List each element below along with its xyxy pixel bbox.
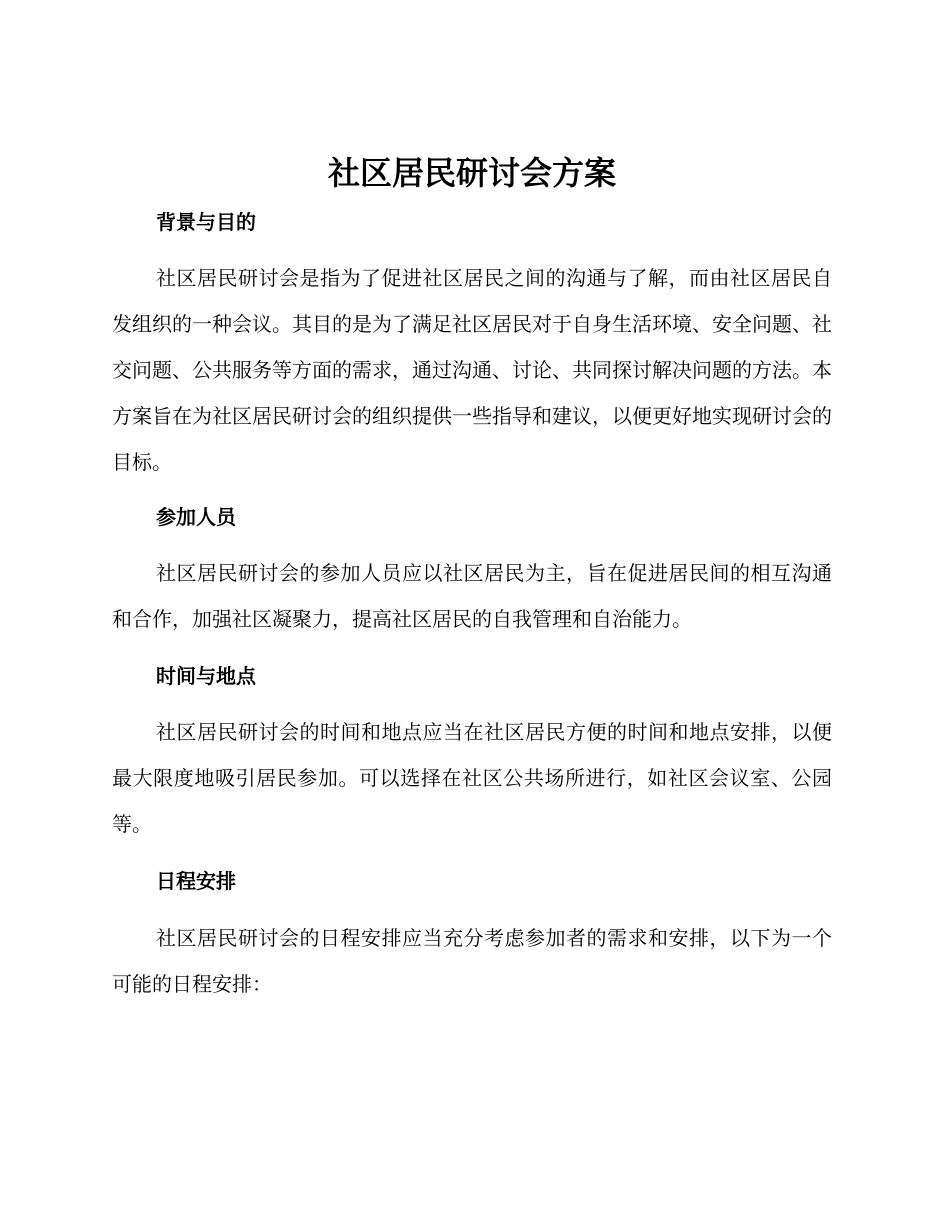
section-body-participants: 社区居民研讨会的参加人员应以社区居民为主，旨在促进居民间的相互沟通和合作，加强社区凝聚力，提高社区居民的自我管理和自治能力。 xyxy=(112,561,832,631)
section-body-schedule: 社区居民研讨会的日程安排应当充分考虑参加者的需求和安排，以下为一个可能的日程安排： xyxy=(112,926,832,996)
section-heading-time-place: 时间与地点 xyxy=(156,664,256,688)
section-body-time-place: 社区居民研讨会的时间和地点应当在社区居民方便的时间和地点安排，以便最大限度地吸引居民参加。可以选择在社区公共场所进行，如社区会议室、公园等。 xyxy=(112,720,832,836)
document-title: 社区居民研讨会方案 xyxy=(327,154,616,192)
section-body-background: 社区居民研讨会是指为了促进社区居民之间的沟通与了解，而由社区居民自发组织的一种会议。其目的是为了满足社区居民对于自身生活环境、安全问题、社交问题、公共服务等方面的需求，通过沟通、讨论、共同探讨解决问题的方法。本方案旨在为社区居民研讨会的组织提供一些指导和建议，以便更好地实现研讨会的目标。 xyxy=(112,266,832,474)
section-heading-background: 背景与目的 xyxy=(156,210,256,234)
section-heading-participants: 参加人员 xyxy=(156,505,236,529)
section-heading-schedule: 日程安排 xyxy=(156,869,236,893)
